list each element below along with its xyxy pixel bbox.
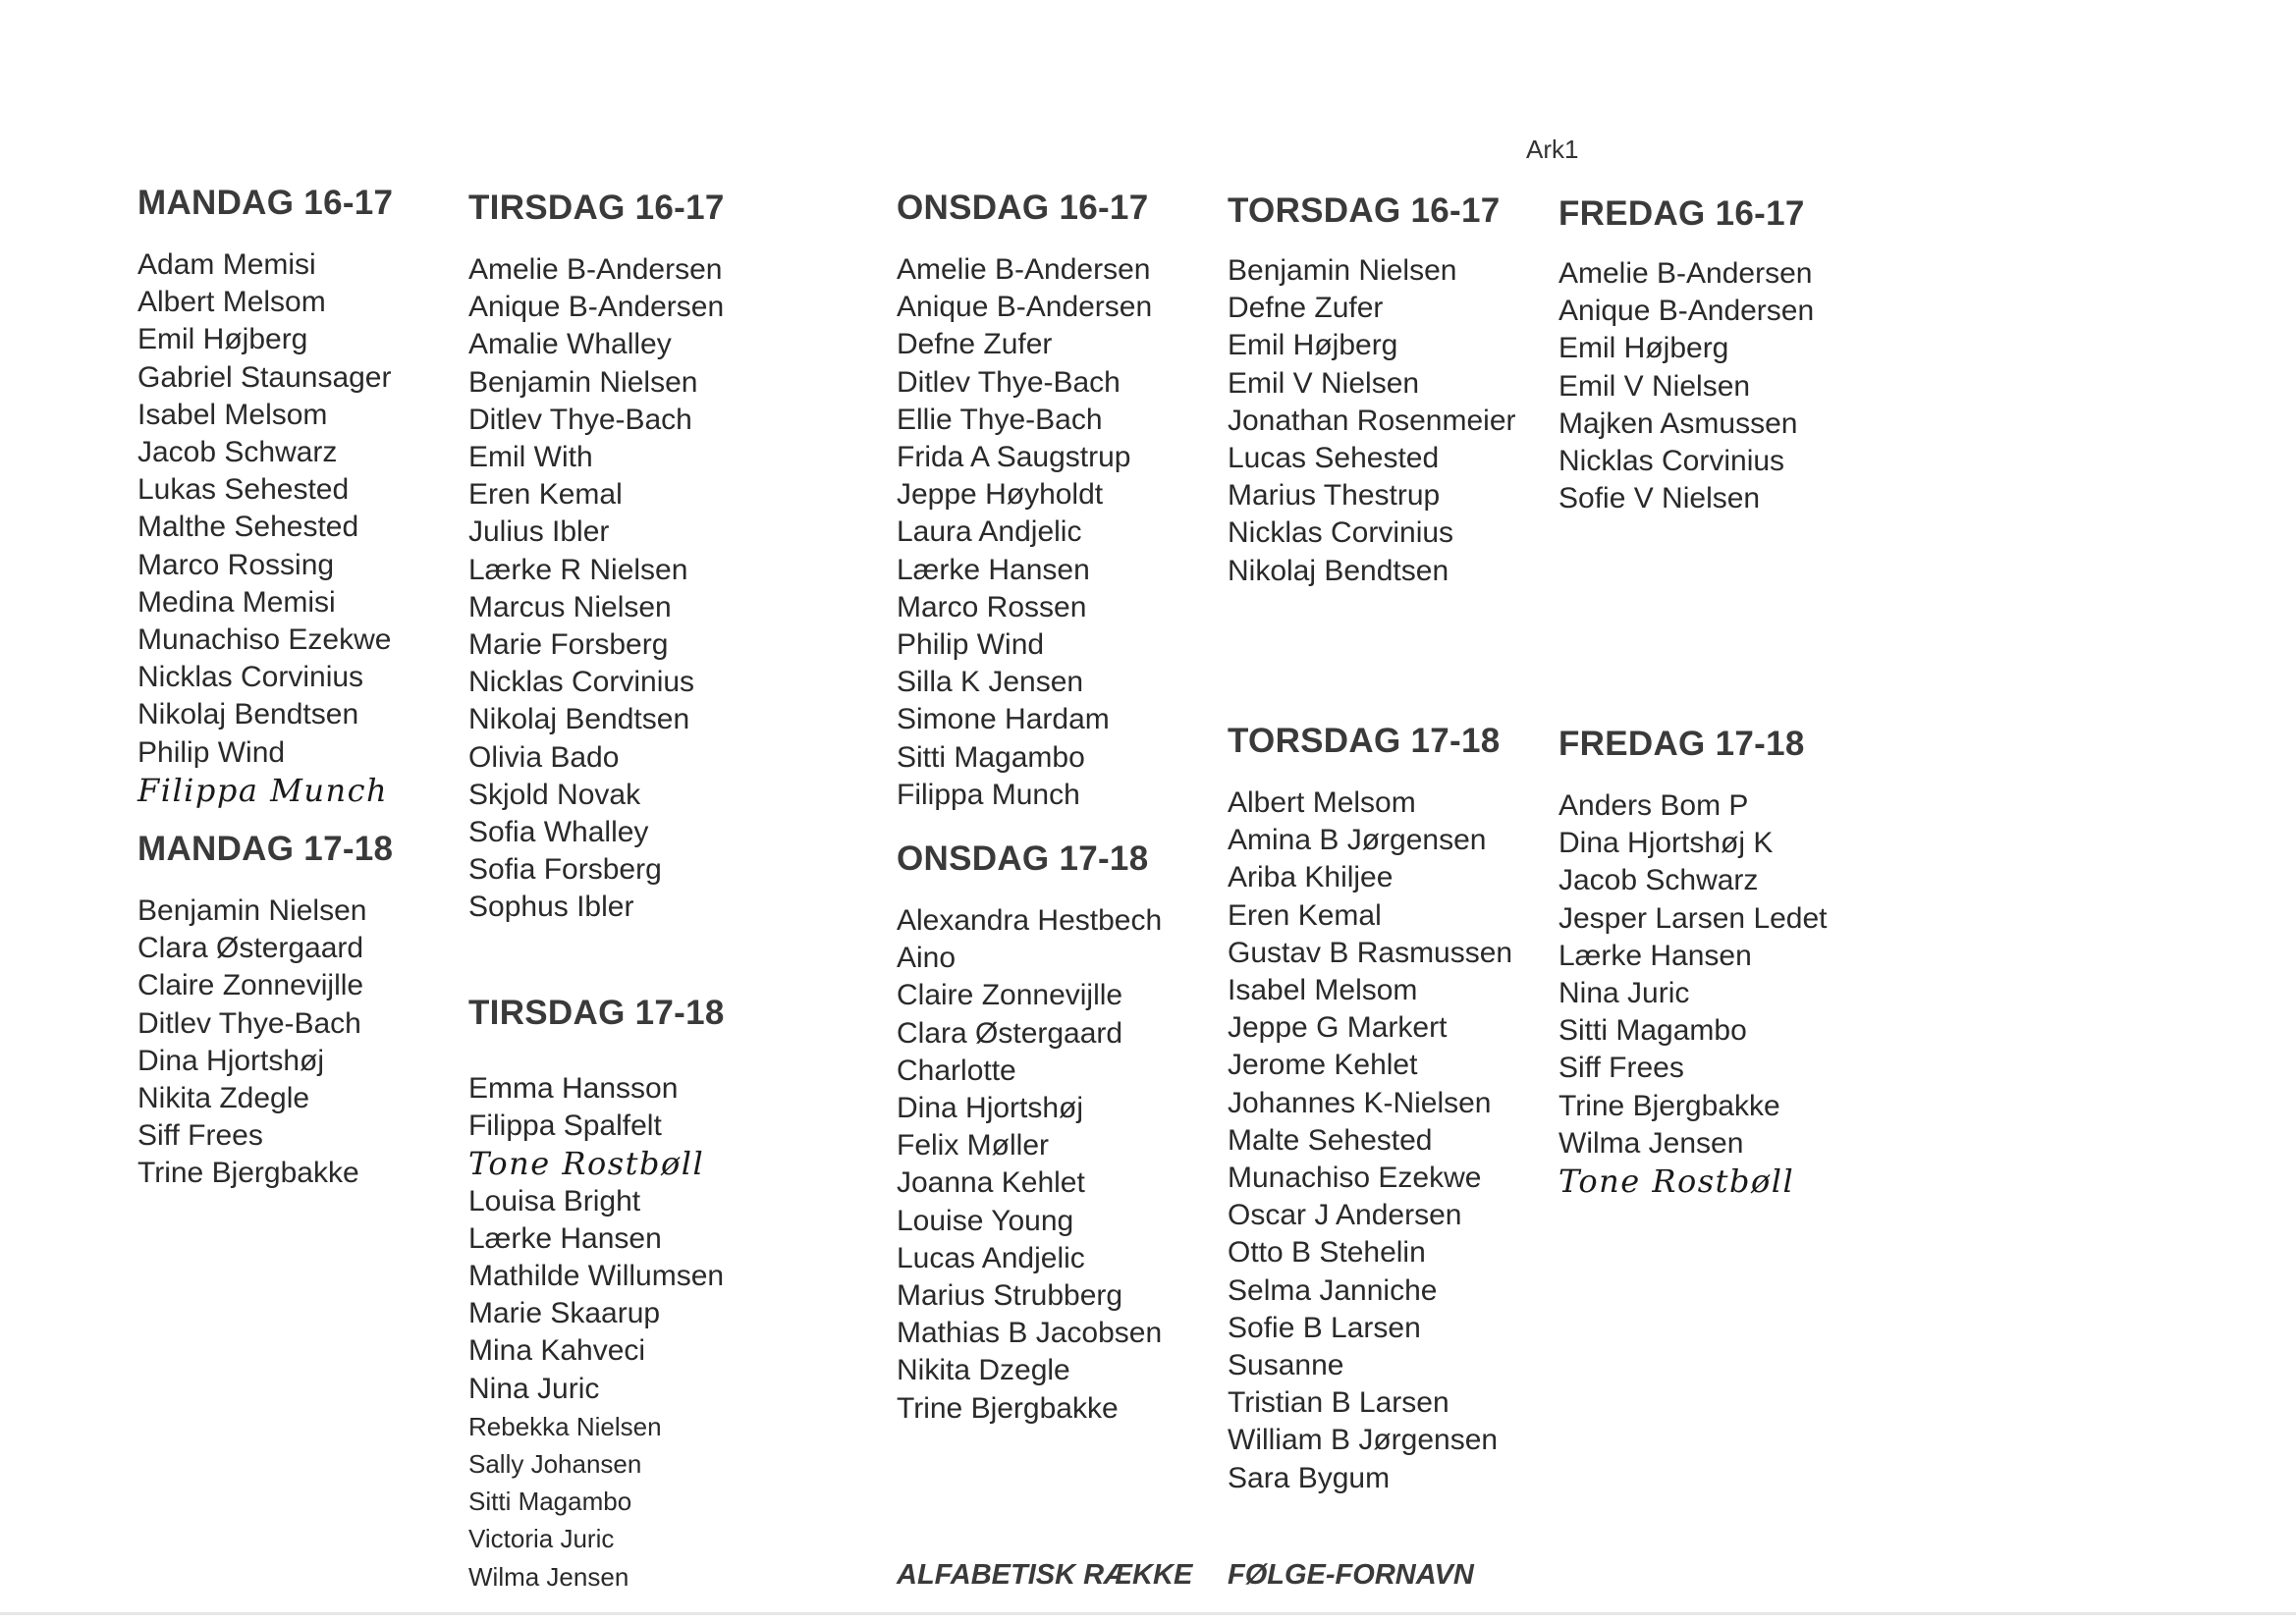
list-item: Benjamin Nielsen <box>468 365 698 399</box>
group-torsdag-17-18 <box>1228 722 1512 1497</box>
list-item: Ditlev Thye-Bach <box>897 365 1121 399</box>
list-item: Sofie V Nielsen <box>1558 482 1761 515</box>
list-item: Munachiso Ezekwe <box>137 623 392 657</box>
list-item: Nicklas Corvinius <box>1228 516 1454 550</box>
list-item: Gustav B Rasmussen <box>1228 936 1513 969</box>
group-mandag-16-17 <box>137 184 393 809</box>
list-item: Lucas Sehested <box>1228 442 1440 475</box>
list-item: Skjold Novak <box>468 778 641 811</box>
group-heading: MANDAG 17-18 <box>137 830 394 868</box>
list-item: Nikolaj Bendtsen <box>1228 554 1449 587</box>
group-heading: FREDAG 17-18 <box>1558 725 1805 763</box>
list-item: Amelie B-Andersen <box>468 253 723 286</box>
list-item: Marcus Nielsen <box>468 590 672 623</box>
list-item: Ariba Khiljee <box>1228 861 1394 894</box>
list-item: Anders Bom P <box>1558 789 1749 822</box>
list-item: Sally Johansen <box>468 1449 642 1480</box>
list-item: Lærke Hansen <box>1558 939 1752 972</box>
group-torsdag-16-17 <box>1228 191 1516 590</box>
footer-note-sort-key: FØLGE-FORNAVN <box>1228 1559 1474 1591</box>
group-fredag-16-17 <box>1558 194 1814 517</box>
list-item: Benjamin Nielsen <box>1228 254 1457 287</box>
name-list <box>897 251 1152 814</box>
list-item: Susanne <box>1228 1349 1344 1382</box>
list-item: Marie Skaarup <box>468 1297 661 1330</box>
list-item: Lærke R Nielsen <box>468 553 688 586</box>
list-item: Sofia Forsberg <box>468 853 662 887</box>
list-item: Defne Zufer <box>897 328 1053 361</box>
list-item: Ditlev Thye-Bach <box>468 403 692 436</box>
list-item: Frida A Saugstrup <box>897 441 1131 474</box>
name-list <box>1558 255 1814 517</box>
group-mandag-17-18 <box>137 830 393 1193</box>
list-item: Trine Bjergbakke <box>137 1157 359 1190</box>
sheet-label: Ark1 <box>1526 135 1579 164</box>
list-item: Selma Janniche <box>1228 1273 1438 1307</box>
list-item: William B Jørgensen <box>1228 1424 1499 1457</box>
list-item: Amalie Whalley <box>468 328 672 361</box>
list-item: Medina Memisi <box>137 585 336 619</box>
list-item: Lucas Andjelic <box>897 1241 1085 1274</box>
list-item: Adam Memisi <box>137 248 316 281</box>
list-item: Jacob Schwarz <box>1558 864 1759 897</box>
list-item: Wilma Jensen <box>1558 1126 1744 1160</box>
list-item: Charlotte <box>897 1054 1016 1087</box>
list-item: Eren Kemal <box>468 478 623 512</box>
list-item: Clara Østergaard <box>137 932 364 965</box>
list-item: Nina Juric <box>1558 977 1690 1010</box>
list-item: Gabriel Staunsager <box>137 360 392 394</box>
list-item: Tone Rostbøll <box>468 1145 705 1183</box>
name-list <box>1228 784 1512 1497</box>
list-item: Jeppe G Markert <box>1228 1011 1448 1045</box>
list-item: Marius Thestrup <box>1228 479 1441 513</box>
list-item: Nikita Zdegle <box>137 1082 310 1115</box>
list-item: Filippa Munch <box>897 778 1080 811</box>
list-item: Simone Hardam <box>897 703 1110 736</box>
list-item: Jeppe Høyholdt <box>897 478 1104 512</box>
group-onsdag-16-17 <box>897 189 1152 814</box>
list-item: Aino <box>897 942 957 975</box>
list-item: Eren Kemal <box>1228 898 1382 932</box>
list-item: Emil Højberg <box>1228 329 1398 362</box>
list-item: Malte Sehested <box>1228 1123 1433 1157</box>
group-heading: TIRSDAG 17-18 <box>468 994 725 1032</box>
group-heading: MANDAG 16-17 <box>137 184 394 222</box>
list-item: Nina Juric <box>468 1372 600 1405</box>
list-item: Rebekka Nielsen <box>468 1411 662 1441</box>
list-item: Sophus Ibler <box>468 891 634 924</box>
list-item: Isabel Melsom <box>137 398 328 431</box>
list-item: Emil With <box>468 441 593 474</box>
list-item: Amelie B-Andersen <box>897 253 1151 286</box>
list-item: Filippa Munch <box>137 771 389 809</box>
group-heading: ONSDAG 16-17 <box>897 189 1149 227</box>
list-item: Louise Young <box>897 1204 1074 1237</box>
list-item: Marius Strubberg <box>897 1279 1123 1313</box>
list-item: Trine Bjergbakke <box>897 1391 1119 1425</box>
list-item: Lærke Hansen <box>468 1221 662 1255</box>
list-item: Jerome Kehlet <box>1228 1049 1418 1082</box>
list-item: Albert Melsom <box>137 286 326 319</box>
list-item: Joanna Kehlet <box>897 1166 1085 1200</box>
list-item: Sofie B Larsen <box>1228 1311 1421 1344</box>
list-item: Albert Melsom <box>1228 786 1416 819</box>
name-list <box>137 893 393 1193</box>
list-item: Lærke Hansen <box>897 553 1090 586</box>
list-item: Anique B-Andersen <box>1558 295 1815 328</box>
list-item: Filippa Spalfelt <box>468 1109 662 1143</box>
list-item: Ditlev Thye-Bach <box>137 1006 361 1040</box>
name-list <box>468 1070 725 1596</box>
list-item: Jesper Larsen Ledet <box>1558 901 1828 935</box>
list-item: Lukas Sehested <box>137 473 350 507</box>
list-item: Otto B Stehelin <box>1228 1236 1426 1270</box>
list-item: Sitti Magambo <box>468 1487 632 1517</box>
group-tirsdag-17-18 <box>468 994 725 1596</box>
list-item: Amelie B-Andersen <box>1558 257 1813 290</box>
list-item: Philip Wind <box>137 735 286 769</box>
list-item: Silla K Jensen <box>897 666 1084 699</box>
list-item: Dina Hjortshøj <box>137 1044 325 1077</box>
list-item: Felix Møller <box>897 1129 1049 1163</box>
group-heading: ONSDAG 17-18 <box>897 839 1149 878</box>
group-fredag-17-18 <box>1558 725 1828 1200</box>
list-item: Anique B-Andersen <box>897 291 1153 324</box>
group-onsdag-17-18 <box>897 839 1162 1428</box>
list-item: Benjamin Nielsen <box>137 894 367 927</box>
list-item: Nikolaj Bendtsen <box>468 703 690 736</box>
list-item: Sitti Magambo <box>1558 1014 1747 1048</box>
list-item: Nicklas Corvinius <box>137 661 364 694</box>
footer-note-order: ALFABETISK RÆKKE <box>897 1559 1193 1591</box>
name-list <box>897 902 1162 1428</box>
list-item: Emil Højberg <box>1558 332 1729 365</box>
list-item: Emil Højberg <box>137 323 308 356</box>
group-heading: TORSDAG 17-18 <box>1228 722 1501 760</box>
group-heading: FREDAG 16-17 <box>1558 194 1805 233</box>
list-item: Claire Zonnevijlle <box>137 969 364 1002</box>
list-item: Marco Rossen <box>897 590 1087 623</box>
list-item: Johannes K-Nielsen <box>1228 1086 1492 1119</box>
list-item: Mathilde Willumsen <box>468 1260 725 1293</box>
list-item: Emil V Nielsen <box>1558 369 1751 403</box>
list-item: Siff Frees <box>137 1119 263 1153</box>
list-item: Defne Zufer <box>1228 292 1384 325</box>
list-item: Tristian B Larsen <box>1228 1386 1449 1420</box>
list-item: Jonathan Rosenmeier <box>1228 404 1516 437</box>
list-item: Munachiso Ezekwe <box>1228 1162 1482 1195</box>
list-item: Emil V Nielsen <box>1228 366 1420 400</box>
list-item: Sofia Whalley <box>468 816 649 849</box>
list-item: Siff Frees <box>1558 1052 1684 1085</box>
list-item: Emma Hansson <box>468 1072 679 1105</box>
list-item: Clara Østergaard <box>897 1016 1123 1050</box>
list-item: Malthe Sehested <box>137 511 359 544</box>
list-item: Sara Bygum <box>1228 1461 1391 1494</box>
list-item: Dina Hjortshøj <box>897 1092 1084 1125</box>
list-item: Jacob Schwarz <box>137 436 338 469</box>
list-item: Nicklas Corvinius <box>468 666 695 699</box>
list-item: Isabel Melsom <box>1228 974 1418 1007</box>
list-item: Olivia Bado <box>468 740 620 774</box>
list-item: Tone Rostbøll <box>1558 1163 1795 1201</box>
list-item: Oscar J Andersen <box>1228 1199 1462 1232</box>
list-item: Anique B-Andersen <box>468 291 725 324</box>
group-heading: TORSDAG 16-17 <box>1228 191 1501 230</box>
list-item: Claire Zonnevijlle <box>897 979 1123 1012</box>
name-list <box>137 246 393 809</box>
name-list <box>1228 252 1516 590</box>
list-item: Nicklas Corvinius <box>1558 445 1785 478</box>
list-item: Alexandra Hestbech <box>897 904 1163 937</box>
list-item: Mathias B Jacobsen <box>897 1317 1163 1350</box>
group-heading: TIRSDAG 16-17 <box>468 189 725 227</box>
list-item: Nikita Dzegle <box>897 1354 1070 1387</box>
list-item: Louisa Bright <box>468 1184 641 1217</box>
list-item: Victoria Juric <box>468 1524 615 1554</box>
list-item: Ellie Thye-Bach <box>897 403 1103 436</box>
name-list <box>468 251 725 927</box>
list-item: Trine Bjergbakke <box>1558 1089 1780 1122</box>
list-item: Wilma Jensen <box>468 1561 629 1592</box>
scan-edge-line <box>0 1612 2296 1615</box>
list-item: Laura Andjelic <box>897 515 1082 549</box>
list-item: Marie Forsberg <box>468 628 669 662</box>
list-item: Amina B Jørgensen <box>1228 824 1487 857</box>
list-item: Sitti Magambo <box>897 740 1085 774</box>
list-item: Majken Asmussen <box>1558 406 1798 440</box>
list-item: Mina Kahveci <box>468 1334 646 1368</box>
list-item: Julius Ibler <box>468 515 610 549</box>
group-tirsdag-16-17 <box>468 189 725 927</box>
name-list <box>1558 787 1828 1200</box>
list-item: Marco Rossing <box>137 548 335 581</box>
list-item: Nikolaj Bendtsen <box>137 698 359 731</box>
list-item: Philip Wind <box>897 628 1045 662</box>
list-item: Dina Hjortshøj K <box>1558 827 1774 860</box>
